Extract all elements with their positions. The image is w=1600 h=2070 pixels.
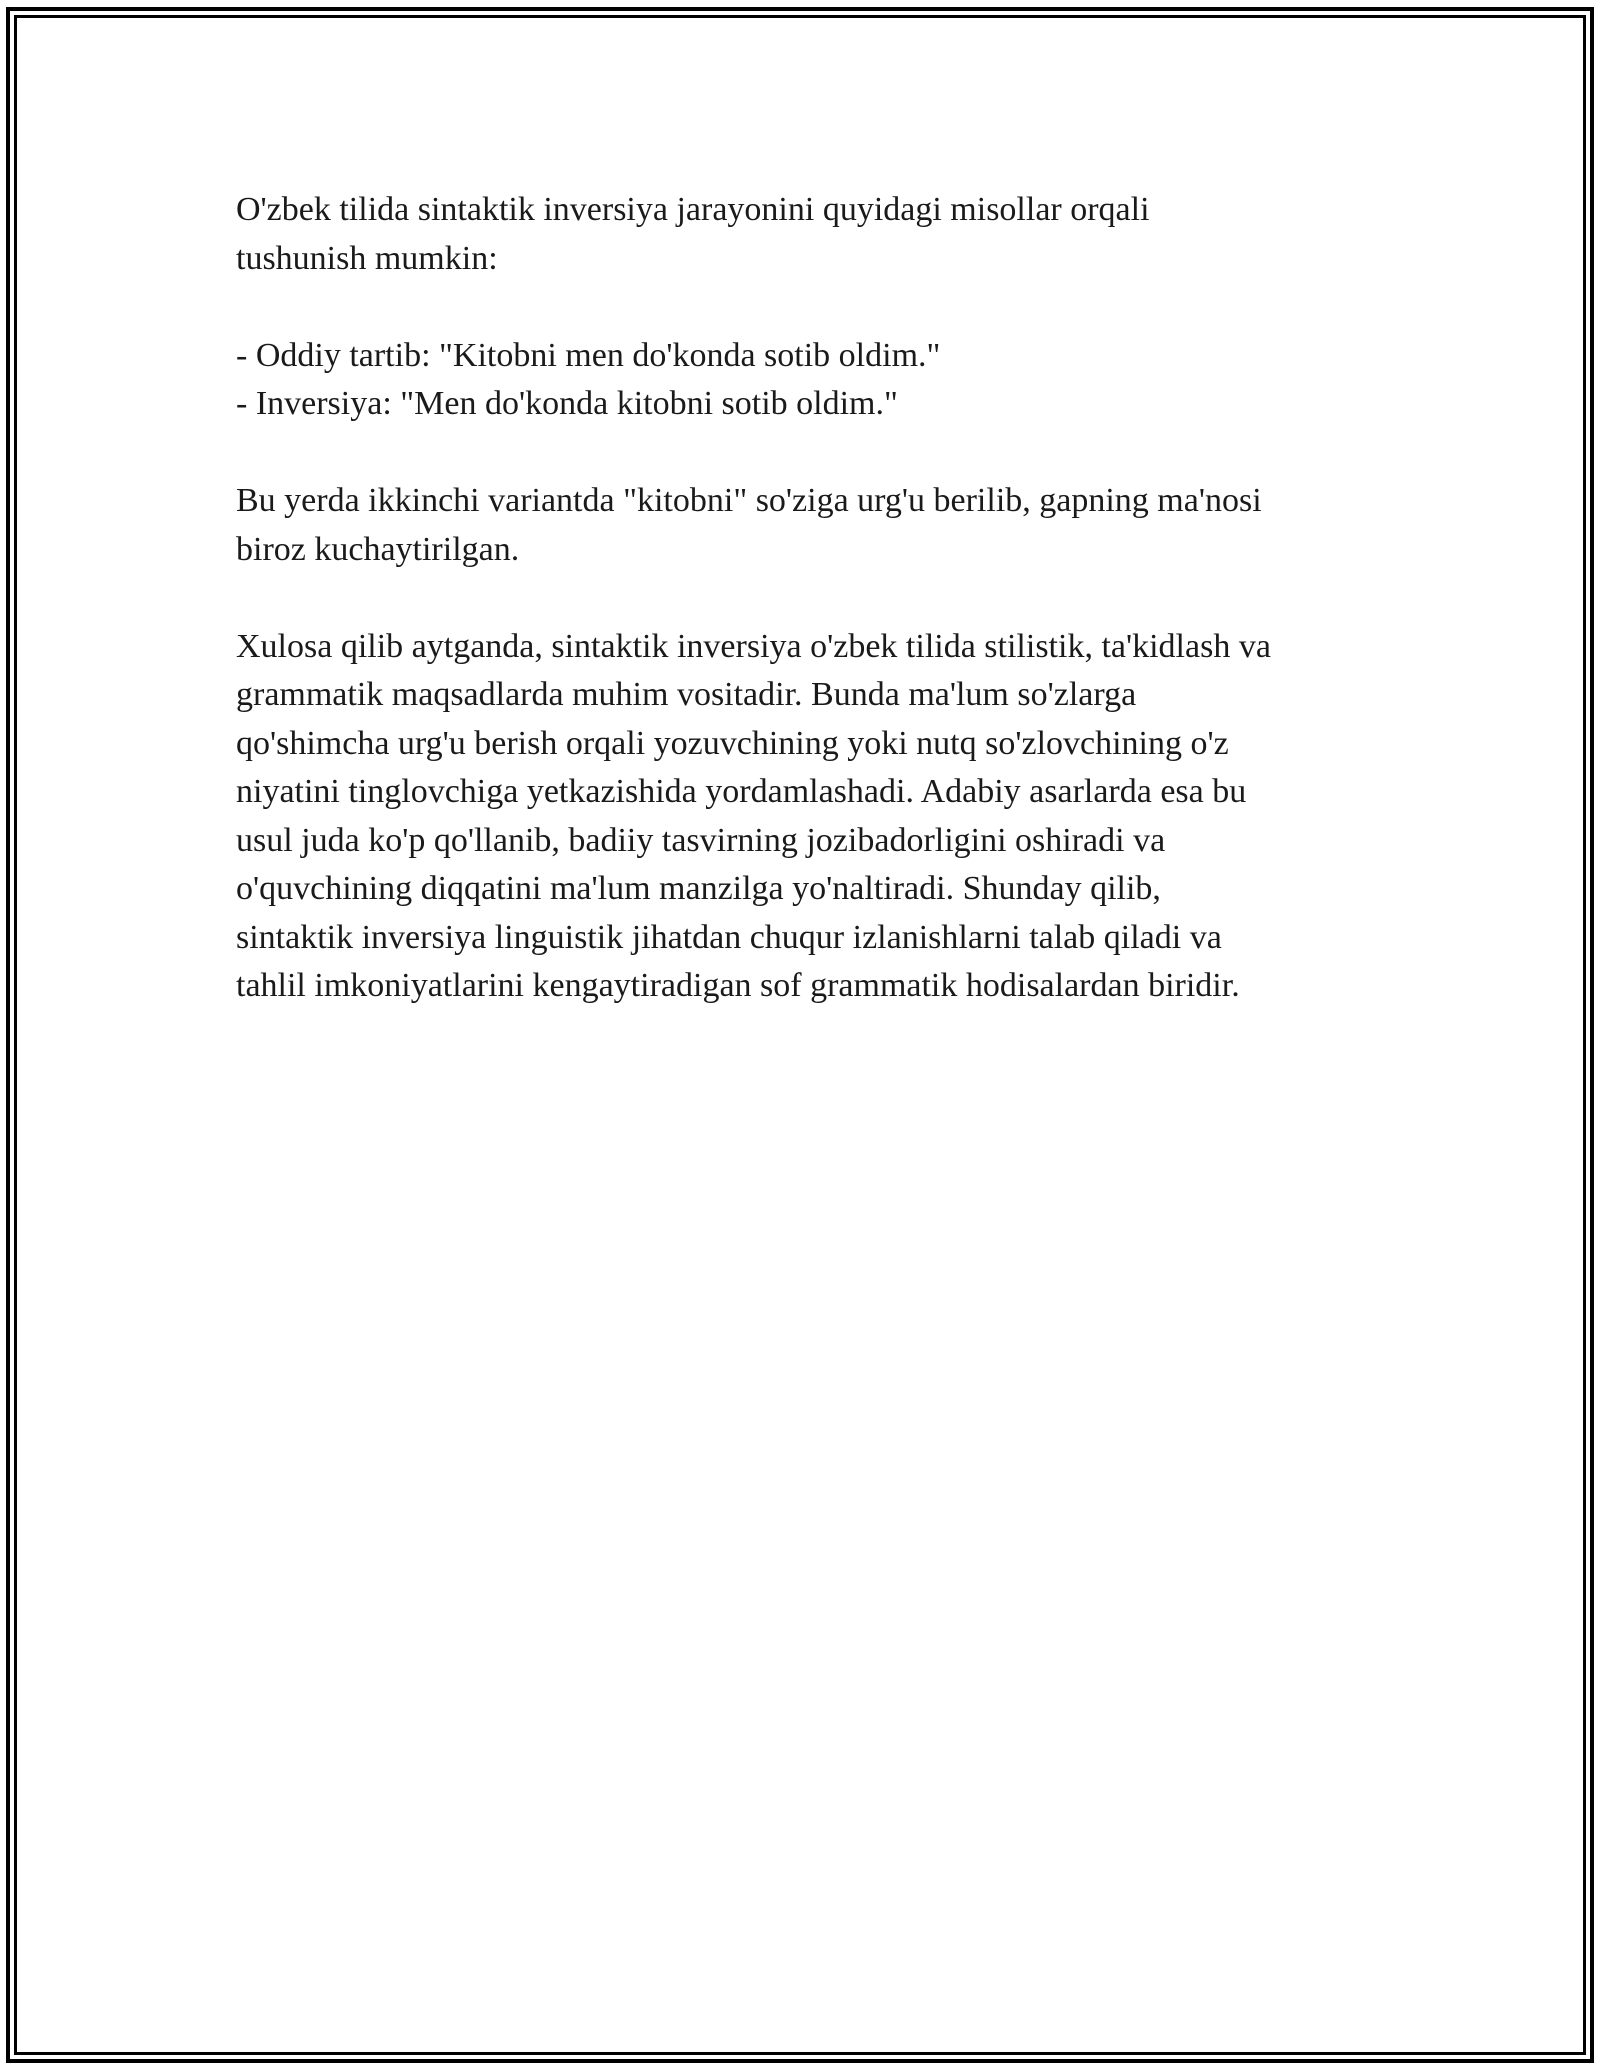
document-body	[236, 186, 1376, 1011]
paragraph-gap	[236, 429, 1376, 478]
conclusion-line: usul juda ko'p qo'llanib, badiiy tasvirning jozibadorligini oshiradi va	[236, 821, 1166, 859]
conclusion-line: Xulosa qilib aytganda, sintaktik inversiya o'zbek tilida stilistik, ta'kidlash va	[236, 627, 1271, 665]
conclusion-line: niyatini tinglovchiga yetkazishida yordamlashadi. Adabiy asarlarda esa bu	[236, 773, 1247, 810]
conclusion-line: sintaktik inversiya linguistik jihatdan chuqur izlanishlarni talab qiladi va	[236, 918, 1222, 956]
example-normal-order: - Oddiy tartib: "Kitobni men do'konda sotib oldim."	[236, 336, 941, 374]
intro-line: tushunish mumkin:	[236, 239, 498, 277]
paragraph-gap	[236, 283, 1376, 332]
conclusion-line: o'quvchining diqqatini ma'lum manzilga yo'naltiradi. Shunday qilib,	[236, 870, 1161, 907]
explanation-line: biroz kuchaytirilgan.	[236, 530, 520, 568]
conclusion-line: qo'shimcha urg'u berish orqali yozuvchining yoki nutq so'zlovchining o'z	[236, 724, 1229, 762]
example-inversion: - Inversiya: "Men do'konda kitobni sotib oldim."	[236, 385, 898, 422]
conclusion-line: grammatik maqsadlarda muhim vositadir. Bunda ma'lum so'zlarga	[236, 676, 1137, 713]
paragraph-gap	[236, 574, 1376, 623]
intro-line: O'zbek tilida sintaktik inversiya jarayonini quyidagi misollar orqali	[236, 191, 1150, 228]
explanation-line: Bu yerda ikkinchi variantda "kitobni" so'ziga urg'u berilib, gapning ma'nosi	[236, 482, 1262, 519]
conclusion-line: tahlil imkoniyatlarini kengaytiradigan sof grammatik hodisalardan biridir.	[236, 967, 1240, 1004]
